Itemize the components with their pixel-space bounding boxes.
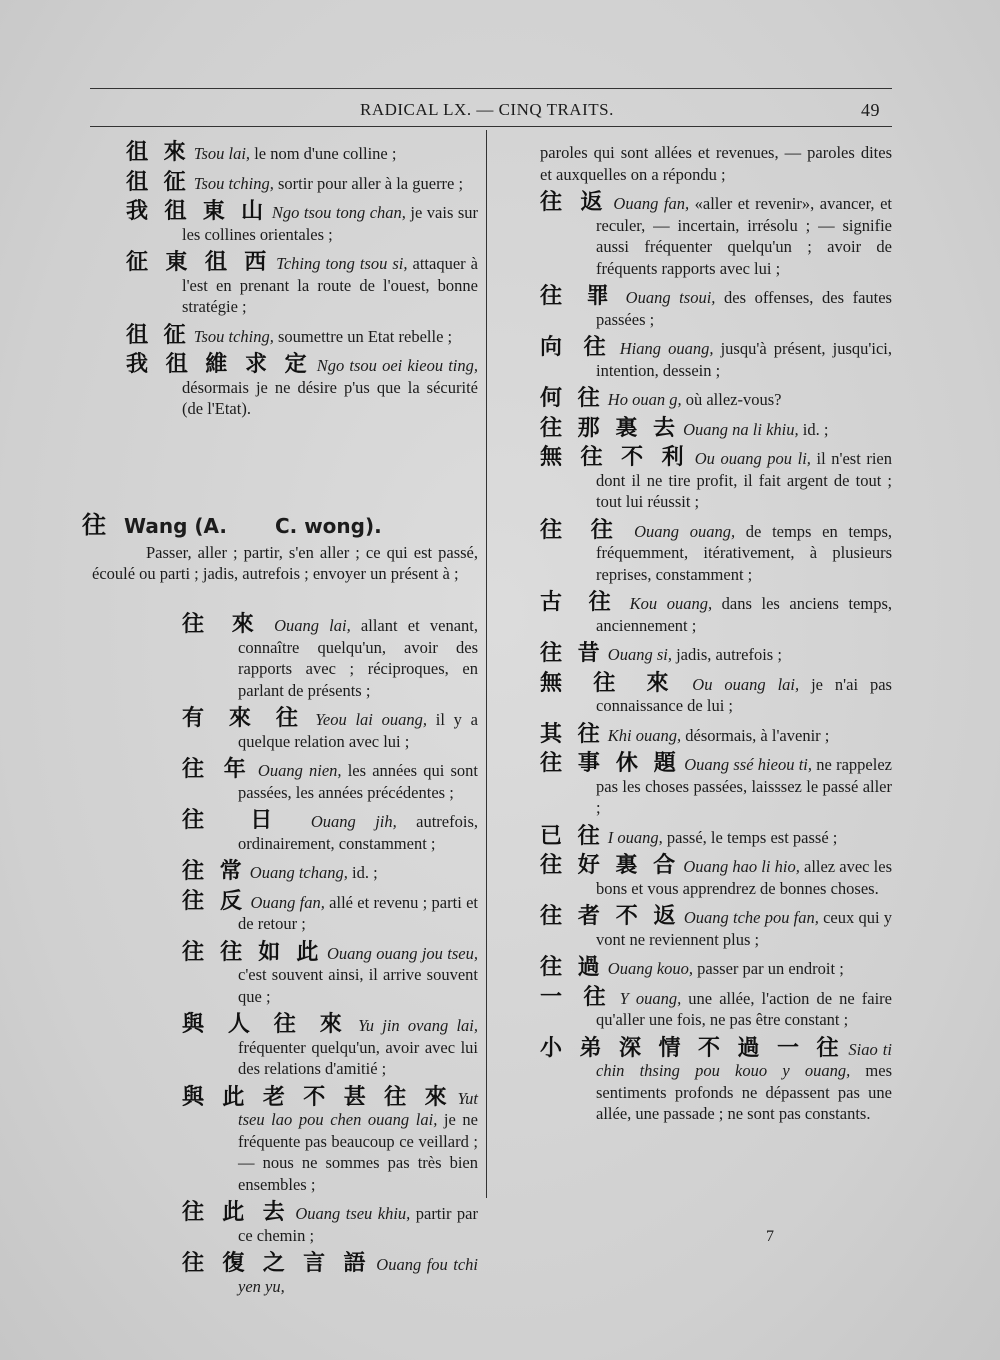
entry-romanization: Yut tseu lao pou chen ouang lai, xyxy=(238,1088,478,1129)
dictionary-entry xyxy=(540,286,892,330)
entry-romanization: Ngo tsou tong chan, xyxy=(267,203,406,222)
entry-characters: 往 返 xyxy=(540,190,608,215)
entry-definition: le nom d'une colline ; xyxy=(250,144,397,163)
entry-characters: 徂 征 xyxy=(126,322,190,348)
entry-characters: 往 反 xyxy=(182,888,247,914)
signature-mark: 7 xyxy=(766,1228,774,1245)
entry-definition: jadis, autrefois ; xyxy=(671,645,782,664)
entry-definition: allé et revenu ; parti et de retour ; xyxy=(238,892,478,933)
dictionary-entry xyxy=(182,939,478,1008)
entry-romanization: Tsou tching, xyxy=(189,326,274,346)
entry-characters: 其 往 xyxy=(540,721,604,747)
entry-definition: désormais, à l'avenir ; xyxy=(681,725,830,745)
entry-definition: autrefois, ordinairement, constamment ; xyxy=(238,812,478,853)
entry-definition: passer par un endroit ; xyxy=(693,959,844,978)
dictionary-entry xyxy=(126,201,478,245)
entry-romanization: Ouang hao li hio, xyxy=(679,857,800,876)
entry-definition: les années qui sont passées, les années précédentes ; xyxy=(238,761,478,802)
entry-characters: 與 此 老 不 甚 往 來 xyxy=(182,1084,452,1110)
dictionary-entry xyxy=(182,759,478,803)
right-column xyxy=(540,142,892,1132)
dictionary-entry xyxy=(540,670,892,717)
left-column-lower xyxy=(182,614,478,1304)
entry-romanization: Ouang fan, xyxy=(246,892,325,912)
entry-romanization: Ou ouang lai, xyxy=(680,674,800,694)
entry-characters: 何 往 xyxy=(540,386,604,411)
entry-romanization: Ouang kouo, xyxy=(603,959,694,978)
dictionary-entry xyxy=(540,388,892,411)
entry-definition: des offenses, des fautes passées ; xyxy=(596,288,892,329)
entry-characters: 徂 征 xyxy=(126,169,190,195)
dictionary-entry xyxy=(540,337,892,381)
entry-definition: ne rappelez pas les choses passées, laisssez le passé aller ; xyxy=(596,755,892,817)
continued-definition: paroles qui sont allées et revenues, — paroles dites et auxquelles on a répondu ; xyxy=(540,143,892,184)
entry-definition: passé, le temps est passé ; xyxy=(662,827,838,847)
entry-characters: 往 往 xyxy=(540,517,624,543)
entry-romanization: Siao ti chin thsing pou kouo y ouang, xyxy=(596,1039,892,1080)
entry-romanization: Ouang nien, xyxy=(251,761,342,780)
page-number: 49 xyxy=(861,100,880,120)
entry-characters: 與 人 往 來 xyxy=(182,1012,350,1037)
entry-characters: 往 那 裏 去 xyxy=(540,415,679,441)
dictionary-entry xyxy=(126,252,478,318)
entry-definition: ceux qui y vont ne reviennent plus ; xyxy=(596,908,893,949)
entry-romanization: Tsou tching, xyxy=(189,173,274,193)
dictionary-entry xyxy=(126,354,478,420)
entry-definition: une allée, l'action de ne faire qu'aller une fois, ne pas être constant ; xyxy=(596,988,892,1029)
entry-romanization: Hiang ouang, xyxy=(612,339,714,358)
entry-characters: 有 來 往 xyxy=(182,706,307,731)
left-column-top xyxy=(126,142,478,427)
head-entry xyxy=(82,505,482,540)
dictionary-entry xyxy=(182,708,478,752)
entry-definition: de temps en temps, fréquemment, itérativement, à plusieurs reprises, constamment ; xyxy=(596,521,892,584)
entry-romanization: Ouang tseu khiu, xyxy=(289,1204,411,1223)
entry-definition: mes sentiments profonds ne dépassent pas une allée, une passade ; ne sont pas constants. xyxy=(596,1061,892,1123)
entry-romanization: Yu jin ovang lai, xyxy=(349,1016,479,1035)
entry-romanization: Ouang ouang, xyxy=(623,521,736,541)
entry-romanization: Ho ouan g, xyxy=(603,390,682,409)
entry-romanization: Ouang tsoui, xyxy=(617,288,716,307)
entry-romanization: Kou ouang, xyxy=(620,594,713,613)
head-entry-character: 往 xyxy=(82,511,110,539)
dictionary-entry xyxy=(126,142,478,165)
column-divider xyxy=(486,130,487,1198)
entry-romanization: Ouang ouang jou tseu, xyxy=(322,943,478,963)
dictionary-entry xyxy=(182,810,478,854)
entry-romanization: Ou ouang pou li, xyxy=(689,449,811,468)
entry-characters: 往 此 去 xyxy=(182,1200,290,1225)
entry-definition: je vais sur les collines orientales ; xyxy=(182,203,479,244)
entry-definition: je ne fréquente pas beaucoup ce veillard ; — nous ne sommes pas très bien ensembles ; xyxy=(238,1110,478,1194)
entry-romanization: Ouang fou tchi yen yu, xyxy=(238,1255,479,1296)
entry-characters: 征 東 徂 西 xyxy=(126,250,272,275)
entry-definition: allez avec les bons et vous apprendrez de bonnes choses. xyxy=(596,857,892,898)
entry-characters: 古 往 xyxy=(540,590,621,615)
entry-definition: attaquer à l'est en prenant la route de l'ouest, bonne stratégie ; xyxy=(182,254,478,316)
header-rule-top xyxy=(90,88,892,89)
dictionary-entry xyxy=(540,721,892,747)
dictionary-entry xyxy=(126,322,478,348)
entry-characters: 往 往 如 此 xyxy=(182,939,323,965)
dictionary-entry xyxy=(182,1202,478,1246)
entry-characters: 已 往 xyxy=(540,823,604,849)
entry-characters: 往 罪 xyxy=(540,284,618,309)
entry-characters: 往 日 xyxy=(182,808,292,833)
entry-definition: jusqu'à présent, jusqu'ici, intention, dessein ; xyxy=(596,339,892,380)
dictionary-entry xyxy=(540,984,892,1031)
entry-characters: 徂 來 xyxy=(126,140,190,165)
entry-romanization: Ouang fan, xyxy=(607,194,690,213)
entry-characters: 無 往 不 利 xyxy=(540,445,690,470)
entry-definition: je n'ai pas connaissance de lui ; xyxy=(596,674,892,715)
dictionary-entry xyxy=(540,1035,892,1125)
entry-definition: partir par ce chemin ; xyxy=(238,1204,478,1245)
entry-definition: il n'est rien dont il ne tire profit, il fait argent de tout ; tout lui réussit ; xyxy=(596,449,893,511)
dictionary-entry xyxy=(182,614,478,701)
entry-definition: fréquenter quelqu'un, avoir avec lui des relations d'amitié ; xyxy=(238,1037,478,1078)
entry-romanization: Ouang jih, xyxy=(291,812,397,831)
entry-romanization: Yeou lai ouang, xyxy=(306,710,427,729)
entry-romanization: Ouang tche pou fan, xyxy=(679,908,819,927)
entry-characters: 無 往 來 xyxy=(540,670,681,696)
entry-definition: «aller et revenir», avancer, et reculer, — incertain, irrésolu ; — signifie aussi fréquenter quelqu'un ; avoir de fréquents rapports avec lui ; xyxy=(596,194,892,278)
entry-characters: 往 事 休 題 xyxy=(540,751,680,776)
entry-romanization: Ouang si, xyxy=(603,645,672,664)
entry-definition: id. ; xyxy=(798,419,829,439)
entry-characters: 往 來 xyxy=(182,612,264,637)
entry-romanization: Tching tong tsou si, xyxy=(271,254,408,273)
dictionary-entry xyxy=(540,447,892,513)
entry-characters: 往 昔 xyxy=(540,641,604,666)
dictionary-entry xyxy=(182,1084,478,1196)
dictionary-entry xyxy=(540,855,892,899)
entry-romanization: Tsou lai, xyxy=(189,144,251,163)
head-entry-label-a: Wang (A. xyxy=(124,514,227,538)
dictionary-entry xyxy=(540,643,892,666)
head-entry-label-c: C. wong). xyxy=(274,514,382,538)
entry-characters: 往 者 不 返 xyxy=(540,904,680,929)
header-rule-bottom xyxy=(90,126,892,127)
entry-definition: il y a quelque relation avec lui ; xyxy=(238,710,478,751)
entry-definition: id. ; xyxy=(347,863,378,882)
dictionary-entry xyxy=(182,1253,478,1297)
dictionary-entry xyxy=(540,517,892,586)
head-entry-definition: Passer, aller ; partir, s'en aller ; ce qui est passé, écoulé ou parti ; jadis, autrefois ; envoyer un présent à ; xyxy=(92,543,478,583)
entry-definition: c'est souvent ainsi, il arrive souvent que ; xyxy=(238,965,478,1006)
entry-definition: où allez-vous? xyxy=(681,390,782,409)
entry-characters: 往 復 之 言 語 xyxy=(182,1251,371,1276)
dictionary-entry xyxy=(540,957,892,980)
entry-romanization: Ouang ssé hieou ti, xyxy=(679,755,813,774)
entry-characters: 我 徂 維 求 定 xyxy=(126,352,312,377)
entry-characters: 一 往 xyxy=(540,984,613,1010)
page-title: RADICAL LX. — CINQ TRAITS. xyxy=(360,100,614,119)
entry-romanization: Y ouang, xyxy=(612,988,682,1008)
entry-romanization: I ouang, xyxy=(603,827,663,847)
entry-characters: 往 常 xyxy=(182,859,246,884)
entry-definition: dans les anciens temps, anciennement ; xyxy=(596,594,892,635)
entry-characters: 向 往 xyxy=(540,335,613,360)
dictionary-entry xyxy=(540,415,892,441)
page-header xyxy=(90,98,892,124)
dictionary-entry xyxy=(540,906,892,950)
entry-characters: 我 徂 東 山 xyxy=(126,199,268,224)
entry-definition: allant et venant, connaître quelqu'un, avoir des rapports avec ; réciproques, en parlant de présents ; xyxy=(238,616,478,700)
entry-characters: 往 好 裏 合 xyxy=(540,853,680,878)
dictionary-entry xyxy=(540,823,892,849)
entry-definition: soumettre un Etat rebelle ; xyxy=(273,326,453,346)
entry-romanization: Ouang na li khiu, xyxy=(678,419,799,439)
dictionary-entry xyxy=(126,169,478,195)
entry-romanization: Ngo tsou oei kieou ting, xyxy=(311,356,479,375)
dictionary-entry xyxy=(182,888,478,935)
entry-romanization: Ouang tchang, xyxy=(245,863,348,882)
entry-romanization: Ouang lai, xyxy=(263,616,351,635)
entry-characters: 小 弟 深 情 不 過 一 往 xyxy=(540,1035,844,1061)
dictionary-entry xyxy=(182,861,478,884)
entry-characters: 往 過 xyxy=(540,955,604,980)
dictionary-entry xyxy=(540,753,892,819)
entry-romanization: Khi ouang, xyxy=(603,725,682,745)
entry-definition: désormais je ne désire p'us que la sécurité (de l'Etat). xyxy=(182,377,478,418)
dictionary-entry xyxy=(540,192,892,279)
entry-characters: 往 年 xyxy=(182,757,252,782)
dictionary-entry xyxy=(182,1014,478,1080)
dictionary-entry xyxy=(540,592,892,636)
entry-definition: sortir pour aller à la guerre ; xyxy=(273,173,464,193)
